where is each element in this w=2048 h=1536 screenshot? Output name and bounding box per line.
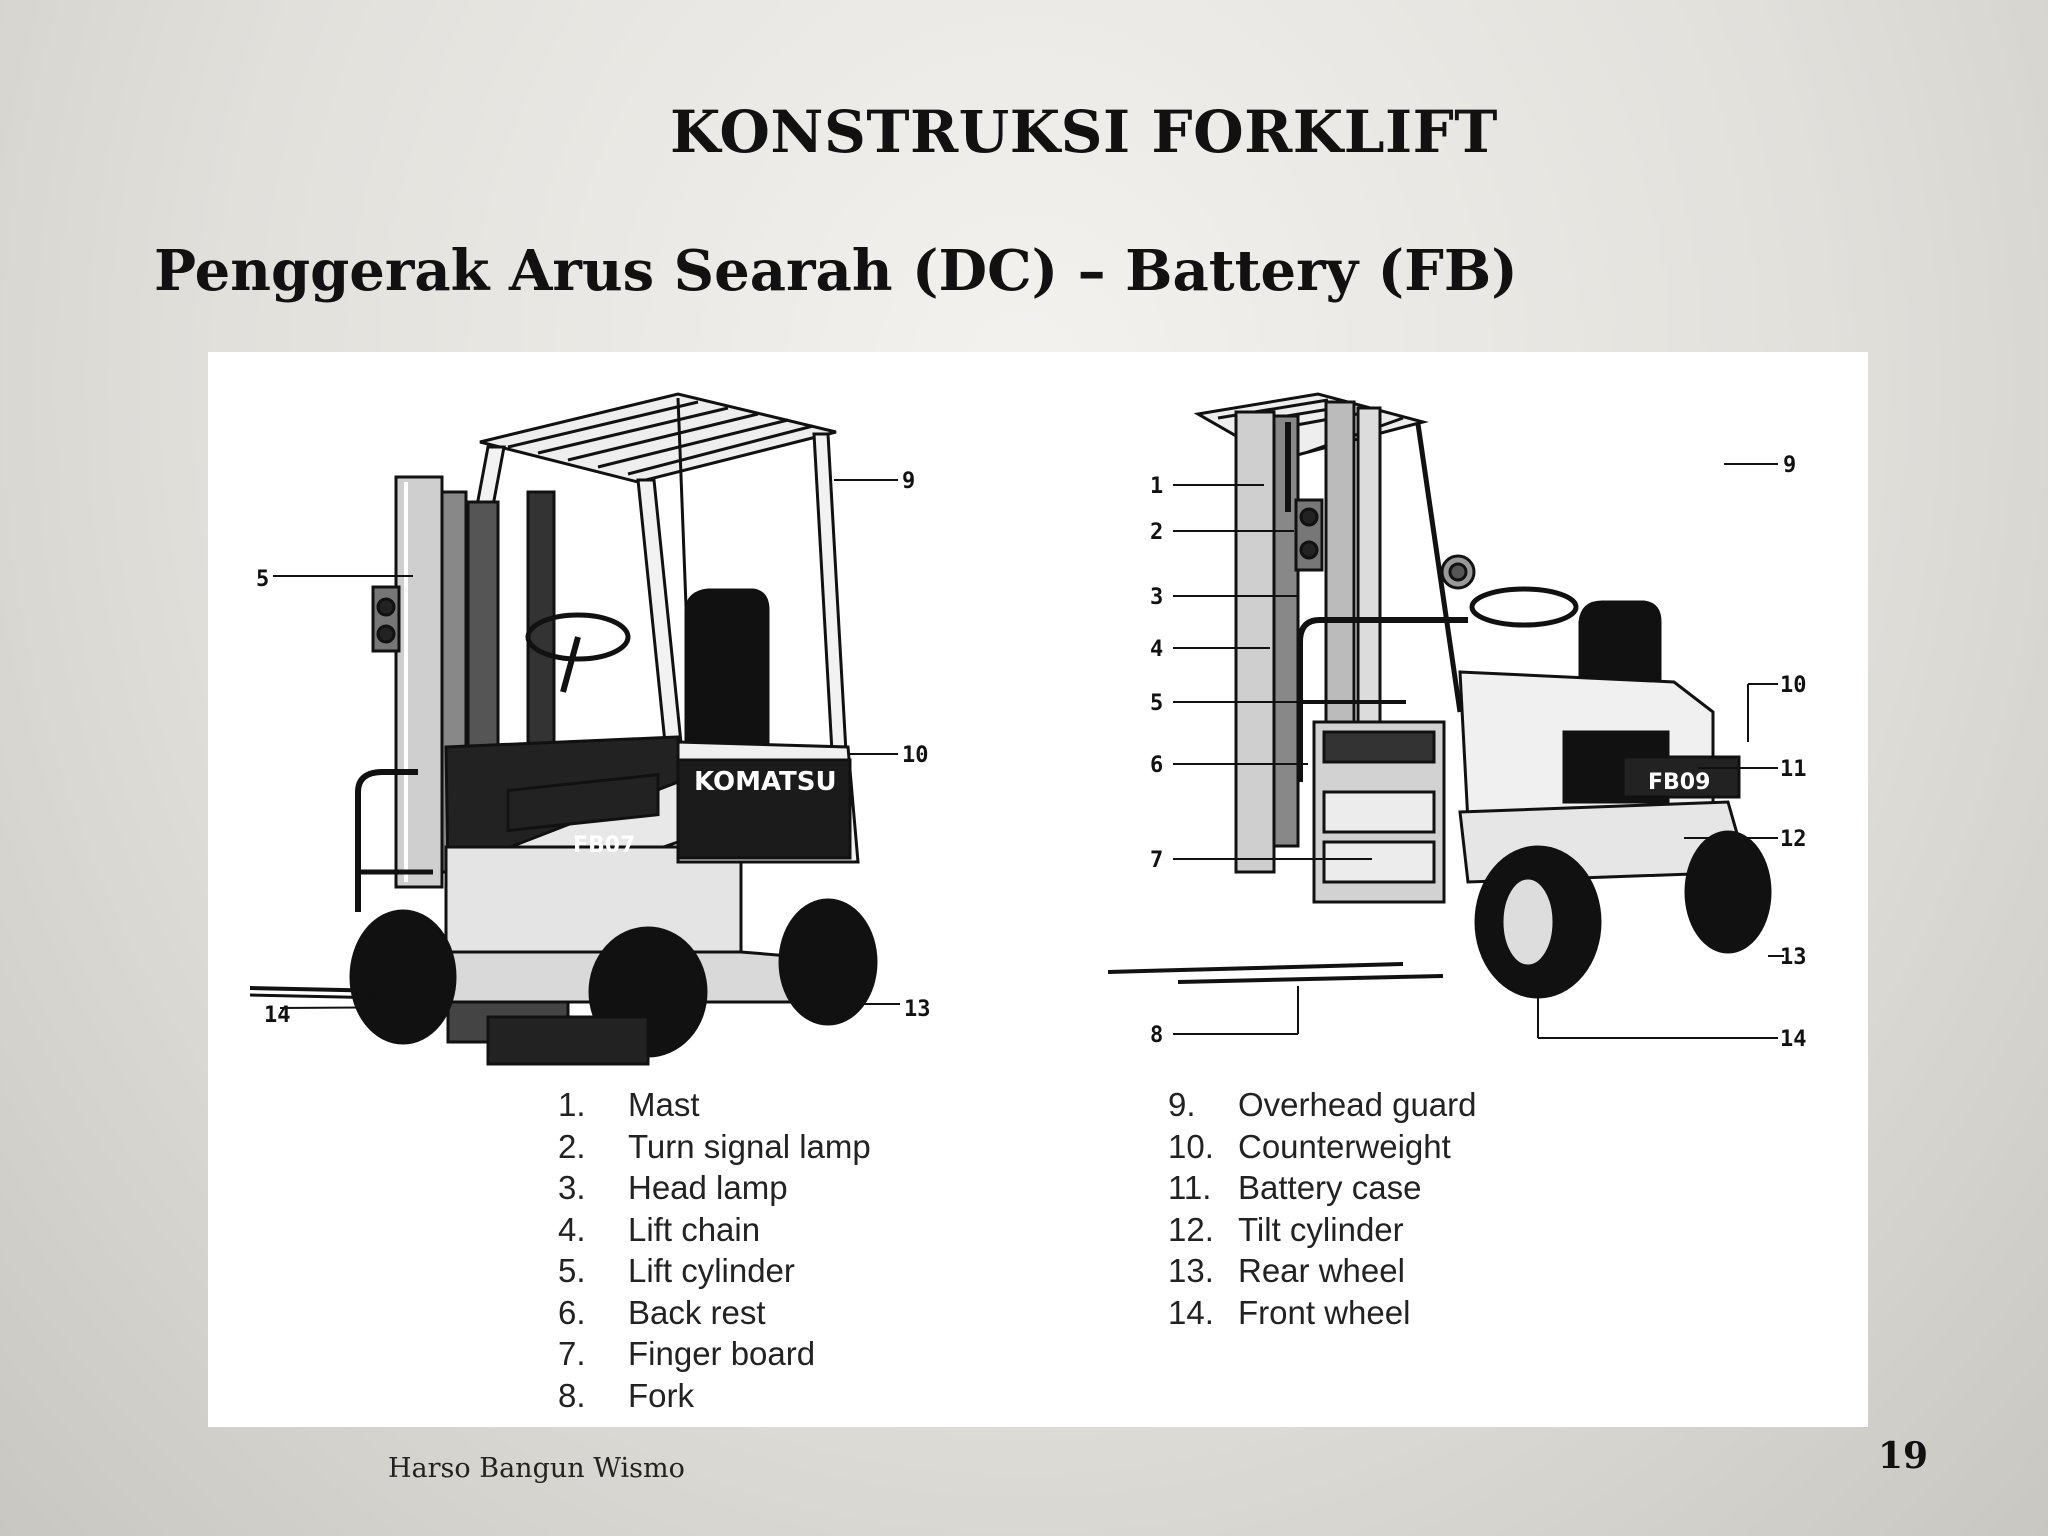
legend-item [1168,1292,1477,1334]
legend-label: Lift chain [628,1210,761,1248]
right-callout-14: 14 [1780,1027,1807,1052]
legend-number: 9. [1168,1086,1196,1123]
forklift-illustration [208,352,1868,1427]
legend-label: Back rest [628,1293,766,1331]
legend-number: 12. [1168,1210,1214,1248]
right-callout-11: 11 [1780,757,1807,782]
page-number: 19 [1878,1435,1929,1477]
legend-item [1168,1126,1477,1168]
right-callout-9: 9 [1783,453,1797,478]
legend-item [558,1167,871,1209]
right-callout-5: 5 [1150,691,1164,716]
right-callout-6: 6 [1150,753,1164,778]
legend-number: 14. [1168,1293,1214,1331]
legend-item [1168,1250,1477,1292]
left-callout-9: 9 [902,469,916,494]
slide-subtitle: Penggerak Arus Searah (DC) – Battery (FB) [154,238,1518,304]
legend-number: 7. [558,1335,586,1372]
legend-label: Fork [628,1376,694,1414]
legend-number: 10. [1168,1127,1214,1165]
slide-title: KONSTRUKSI FORKLIFT [670,98,1498,166]
legend-number: 1. [558,1086,586,1123]
legend-label: Rear wheel [1238,1252,1405,1289]
left-callout-13: 13 [904,997,931,1022]
legend-item [558,1333,871,1375]
legend-item [558,1209,871,1251]
legend-number: 8. [558,1376,586,1414]
legend-label: Front wheel [1238,1293,1411,1331]
legend-number: 13. [1168,1252,1214,1289]
legend-item [558,1250,871,1292]
left-callout-14: 14 [264,1003,291,1028]
legend-item [558,1375,871,1417]
legend-item [558,1292,871,1334]
legend-number: 11. [1168,1169,1212,1206]
right-forklift [1108,394,1784,1038]
legend-column-1 [558,1084,871,1416]
legend-label: Tilt cylinder [1238,1210,1404,1248]
left-callout-5: 5 [256,567,270,592]
legend-item [558,1084,871,1126]
forklift-figure [208,352,1868,1427]
footer-author: Harso Bangun Wismo [388,1453,685,1484]
svg-text:FB09: FB09 [1648,770,1711,795]
right-callout-8: 8 [1150,1023,1164,1048]
legend-label: Turn signal lamp [628,1127,871,1165]
left-forklift [250,394,900,1064]
legend-label: Finger board [628,1335,816,1372]
svg-text:FB07: FB07 [573,833,636,858]
right-callout-13: 13 [1780,945,1807,970]
legend-number: 6. [558,1293,586,1331]
svg-text:KOMATSU: KOMATSU [694,767,837,797]
right-callout-12: 12 [1780,827,1807,852]
legend-number: 5. [558,1252,586,1289]
legend-item [558,1126,871,1168]
right-callout-1: 1 [1150,474,1164,499]
legend-label: Mast [628,1086,700,1123]
legend-item [1168,1167,1477,1209]
right-callout-4: 4 [1150,637,1164,662]
legend-label: Counterweight [1238,1127,1451,1165]
left-callout-10: 10 [902,743,929,768]
legend-label: Head lamp [628,1169,788,1206]
right-callout-2: 2 [1150,520,1164,545]
right-callout-7: 7 [1150,848,1164,873]
legend-label: Overhead guard [1238,1086,1477,1123]
legend-item [1168,1084,1477,1126]
legend-column-2 [1168,1084,1477,1333]
legend-item [1168,1209,1477,1251]
legend-label: Battery case [1238,1169,1422,1206]
legend-label: Lift cylinder [628,1252,795,1289]
legend-number: 3. [558,1169,586,1206]
legend-number: 4. [558,1210,586,1248]
right-callout-3: 3 [1150,585,1164,610]
right-callout-10: 10 [1780,673,1807,698]
legend-number: 2. [558,1127,586,1165]
